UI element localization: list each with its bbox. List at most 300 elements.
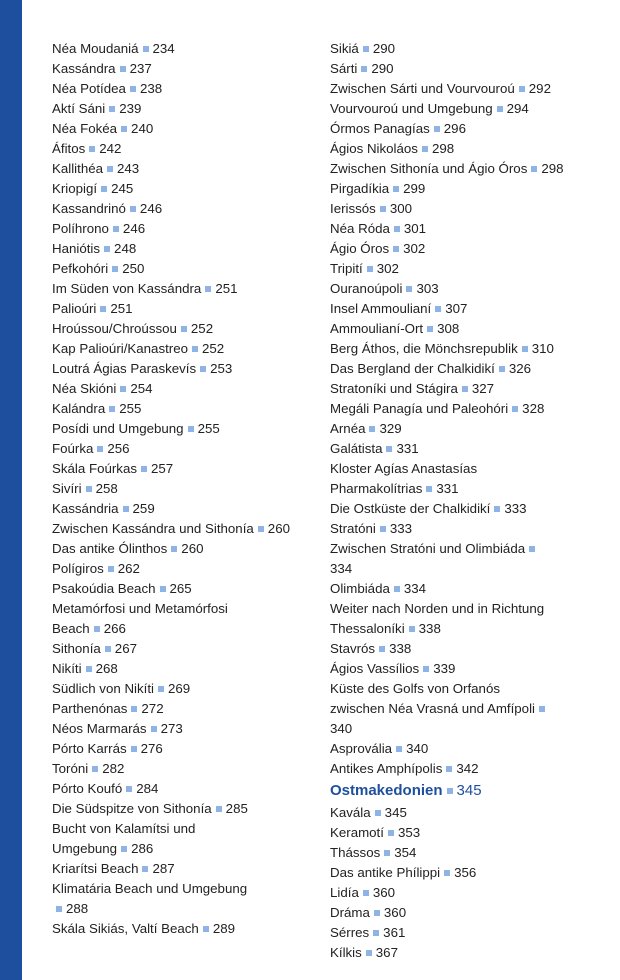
- index-entry: [330, 759, 610, 779]
- page-number: 327: [471, 381, 495, 396]
- index-entry: [52, 459, 322, 479]
- entry-title: Palioúri: [52, 301, 97, 316]
- bullet-square-icon: [101, 186, 107, 192]
- page-number: 302: [376, 261, 399, 276]
- page-number: 282: [102, 761, 125, 776]
- bullet-square-icon: [369, 426, 375, 432]
- bullet-square-icon: [522, 346, 528, 352]
- index-entry: [52, 739, 322, 759]
- entry-title: Aktí Sáni: [52, 101, 106, 116]
- index-entry: [52, 799, 322, 819]
- bullet-square-icon: [499, 366, 505, 372]
- entry-title: Die Südspitze von Sithonía: [52, 801, 212, 816]
- index-entry: [52, 99, 322, 119]
- bullet-square-icon: [386, 446, 392, 452]
- bullet-square-icon: [130, 86, 136, 92]
- page-number: 310: [531, 341, 554, 356]
- entry-title: Kap Palioúri/Kanastreo: [52, 341, 189, 356]
- entry-title: Sithonía: [52, 641, 101, 656]
- index-entry: [52, 579, 322, 599]
- entry-title: Áfitos: [52, 141, 86, 156]
- index-entry: [330, 499, 610, 519]
- bullet-square-icon: [423, 666, 429, 672]
- index-entry: [330, 79, 610, 99]
- entry-title: Bucht von Kalamítsi und Umgebung: [52, 821, 196, 856]
- bullet-square-icon: [160, 586, 166, 592]
- page-number: 296: [443, 121, 466, 136]
- page-number: 298: [431, 141, 455, 156]
- page-number: 333: [389, 521, 413, 536]
- index-entry: [330, 59, 610, 79]
- page-number: 259: [132, 501, 155, 516]
- entry-title: Sivíri: [52, 481, 82, 496]
- section-heading: [330, 780, 610, 802]
- bullet-square-icon: [121, 126, 127, 132]
- bullet-square-icon: [94, 626, 100, 632]
- bullet-square-icon: [143, 46, 149, 52]
- page-number: 333: [504, 501, 527, 516]
- entry-title: Sérres: [330, 925, 370, 940]
- entry-title: Ágio Óros: [330, 241, 390, 256]
- index-entry: [330, 539, 555, 579]
- entry-title: Néos Marmarás: [52, 721, 147, 736]
- entry-title: Ierissós: [330, 201, 376, 216]
- entry-title: Vourvouroú und Umgebung: [330, 101, 493, 116]
- index-entry: [52, 659, 322, 679]
- page-number: 248: [114, 241, 137, 256]
- page-number: 354: [394, 845, 417, 860]
- page-number: 307: [445, 301, 468, 316]
- page-number: 298: [541, 161, 564, 176]
- index-entry: [52, 559, 322, 579]
- bullet-square-icon: [130, 206, 136, 212]
- index-entry: [330, 359, 610, 379]
- entry-title: Psakoúdia Beach: [52, 581, 156, 596]
- index-entry: [330, 823, 610, 843]
- index-entry: [52, 59, 322, 79]
- entry-title: Zwischen Sárti und Vourvouroú: [330, 81, 515, 96]
- bullet-square-icon: [109, 406, 115, 412]
- entry-title: Kassandrinó: [52, 201, 126, 216]
- index-entry: [330, 159, 610, 179]
- index-entry: [52, 879, 252, 919]
- index-entry: [52, 699, 322, 719]
- bullet-square-icon: [112, 266, 118, 272]
- index-entry: [52, 419, 322, 439]
- entry-title: Parthenónas: [52, 701, 128, 716]
- bullet-square-icon: [192, 346, 198, 352]
- entry-title: Arnéa: [330, 421, 366, 436]
- index-entry: [330, 119, 610, 139]
- entry-title: Metamórfosi und Metamórfosi Beach: [52, 601, 228, 636]
- index-entry: [330, 883, 610, 903]
- entry-title: Skála Sikiás, Valtí Beach: [52, 921, 199, 936]
- bullet-square-icon: [107, 166, 113, 172]
- bullet-square-icon: [86, 486, 92, 492]
- entry-title: Im Süden von Kassándra: [52, 281, 202, 296]
- bullet-square-icon: [131, 706, 137, 712]
- index-entry: [52, 639, 322, 659]
- entry-title: Galátista: [330, 441, 383, 456]
- index-column-left: [52, 39, 322, 939]
- bullet-square-icon: [384, 850, 390, 856]
- index-entry: [52, 279, 322, 299]
- page-number: 360: [383, 905, 407, 920]
- page-number: 328: [522, 401, 545, 416]
- index-entry: [330, 259, 610, 279]
- bullet-square-icon: [393, 186, 399, 192]
- page-number: 251: [215, 281, 238, 296]
- index-entry: [330, 599, 555, 639]
- index-entry: [52, 79, 322, 99]
- entry-title: Klimatária Beach und Umgebung: [52, 881, 248, 896]
- index-entry: [52, 239, 322, 259]
- entry-title: Stratoníki und Stágira: [330, 381, 458, 396]
- entry-title: Olimbiáda: [330, 581, 390, 596]
- page-number: 353: [397, 825, 421, 840]
- index-entry: [330, 459, 555, 499]
- bullet-square-icon: [366, 950, 372, 956]
- side-color-band: [0, 0, 22, 980]
- index-entry: [330, 99, 610, 119]
- page-number: 284: [136, 781, 159, 796]
- bullet-square-icon: [396, 746, 402, 752]
- bullet-square-icon: [426, 486, 432, 492]
- page-number: 285: [225, 801, 248, 816]
- page-number: 260: [181, 541, 204, 556]
- entry-title: Asprovália: [330, 741, 393, 756]
- bullet-square-icon: [120, 66, 126, 72]
- index-entry: [330, 679, 555, 739]
- page-number: 252: [202, 341, 225, 356]
- page-number: 300: [389, 201, 412, 216]
- bullet-square-icon: [406, 286, 412, 292]
- bullet-square-icon: [494, 506, 500, 512]
- entry-title: Sikiá: [330, 41, 359, 56]
- index-entry: [330, 943, 610, 963]
- entry-title: Néa Róda: [330, 221, 390, 236]
- entry-title: Ammoulianí-Ort: [330, 321, 424, 336]
- page-number: 340: [330, 721, 353, 736]
- bullet-square-icon: [97, 446, 103, 452]
- bullet-square-icon: [427, 326, 433, 332]
- page-number: 269: [168, 681, 191, 696]
- entry-title: Thássos: [330, 845, 381, 860]
- index-entry: [52, 539, 322, 559]
- entry-title: Pefkohóri: [52, 261, 109, 276]
- bullet-square-icon: [188, 426, 194, 432]
- page-number: 266: [103, 621, 126, 636]
- page-number: 250: [122, 261, 145, 276]
- index-entry: [52, 219, 322, 239]
- index-entry: [330, 903, 610, 923]
- index-entry: [52, 199, 322, 219]
- bullet-square-icon: [126, 786, 132, 792]
- bullet-square-icon: [529, 546, 535, 552]
- index-entry: [52, 339, 322, 359]
- bullet-square-icon: [200, 366, 206, 372]
- entry-title: Foúrka: [52, 441, 94, 456]
- page-number: 256: [107, 441, 130, 456]
- bullet-square-icon: [380, 206, 386, 212]
- page-number: 334: [403, 581, 427, 596]
- page-number: 329: [379, 421, 402, 436]
- page-number: 302: [403, 241, 426, 256]
- entry-title: Kallithéa: [52, 161, 104, 176]
- bullet-square-icon: [141, 466, 147, 472]
- bullet-square-icon: [105, 646, 111, 652]
- bullet-square-icon: [258, 526, 264, 532]
- index-entry: [330, 179, 610, 199]
- entry-title: Südlich von Nikíti: [52, 681, 154, 696]
- bullet-square-icon: [113, 226, 119, 232]
- bullet-square-icon: [171, 546, 177, 552]
- bullet-square-icon: [394, 586, 400, 592]
- entry-title: Posídi und Umgebung: [52, 421, 184, 436]
- entry-title: Hroússou/Chroússou: [52, 321, 177, 336]
- bullet-square-icon: [447, 788, 453, 794]
- index-entry: [52, 679, 322, 699]
- page-number: 252: [190, 321, 214, 336]
- page-number: 290: [371, 61, 394, 76]
- entry-title: Néa Moudaniá: [52, 41, 139, 56]
- bullet-square-icon: [462, 386, 468, 392]
- page-number: 308: [437, 321, 460, 336]
- entry-title: Ostmakedonien: [330, 782, 443, 799]
- index-entry: [52, 599, 252, 639]
- index-entry: [52, 499, 322, 519]
- bullet-square-icon: [380, 526, 386, 532]
- entry-title: Weiter nach Norden und in Richtung Thessaloníki: [330, 601, 545, 636]
- page-number: 265: [169, 581, 192, 596]
- index-entry: [52, 299, 322, 319]
- page-number: 234: [152, 41, 175, 56]
- bullet-square-icon: [363, 46, 369, 52]
- page-number: 326: [508, 361, 532, 376]
- bullet-square-icon: [363, 890, 369, 896]
- index-entry: [330, 579, 610, 599]
- bullet-square-icon: [205, 286, 211, 292]
- entry-title: Skála Foúrkas: [52, 461, 137, 476]
- entry-title: Das Bergland der Chalkidikí: [330, 361, 495, 376]
- page-number: 299: [403, 181, 426, 196]
- entry-title: Lidía: [330, 885, 359, 900]
- page-number: 331: [396, 441, 419, 456]
- bullet-square-icon: [108, 566, 114, 572]
- index-entry: [330, 659, 610, 679]
- entry-title: Pórto Koufó: [52, 781, 123, 796]
- page-number: 237: [129, 61, 152, 76]
- bullet-square-icon: [131, 746, 137, 752]
- entry-title: Órmos Panagías: [330, 121, 430, 136]
- entry-title: Antikes Amphípolis: [330, 761, 443, 776]
- bullet-square-icon: [497, 106, 503, 112]
- page-number: 262: [117, 561, 140, 576]
- bullet-square-icon: [409, 626, 415, 632]
- entry-title: Políhrono: [52, 221, 109, 236]
- entry-title: Kalándra: [52, 401, 106, 416]
- index-entry: [52, 859, 322, 879]
- entry-title: Pirgadíkia: [330, 181, 390, 196]
- entry-title: Kriarítsi Beach: [52, 861, 139, 876]
- index-entry: [52, 819, 252, 859]
- page-number: 255: [197, 421, 220, 436]
- entry-title: Zwischen Sithonía und Ágio Óros: [330, 161, 528, 176]
- bullet-square-icon: [539, 706, 545, 712]
- bullet-square-icon: [109, 106, 115, 112]
- entry-title: Die Ostküste der Chalkidikí: [330, 501, 491, 516]
- index-entry: [52, 379, 322, 399]
- index-entry: [330, 139, 610, 159]
- index-entry: [330, 279, 610, 299]
- bullet-square-icon: [375, 810, 381, 816]
- entry-title: Kavála: [330, 805, 371, 820]
- bullet-square-icon: [216, 806, 222, 812]
- page-number: 303: [416, 281, 439, 296]
- index-entry: [52, 179, 322, 199]
- entry-title: Nikíti: [52, 661, 82, 676]
- bullet-square-icon: [388, 830, 394, 836]
- bullet-square-icon: [446, 766, 452, 772]
- index-entry: [330, 39, 610, 59]
- entry-title: Kloster Agías Anastasías Pharmakolítrias: [330, 461, 478, 496]
- index-entry: [330, 803, 610, 823]
- entry-title: Zwischen Stratóni und Olimbiáda: [330, 541, 526, 556]
- page-number: 255: [119, 401, 142, 416]
- page-number: 294: [506, 101, 529, 116]
- bullet-square-icon: [151, 726, 157, 732]
- bullet-square-icon: [373, 930, 379, 936]
- bullet-square-icon: [121, 846, 127, 852]
- entry-title: Ágios Vassílios: [330, 661, 420, 676]
- bullet-square-icon: [120, 386, 126, 392]
- page-number: 238: [139, 81, 163, 96]
- entry-title: Kriopigí: [52, 181, 98, 196]
- page-number: 267: [114, 641, 137, 656]
- page-number: 246: [122, 221, 146, 236]
- index-entry: [52, 319, 322, 339]
- page-number: 338: [389, 641, 412, 656]
- entry-title: Néa Fokéa: [52, 121, 118, 136]
- entry-title: Das antike Ólinthos: [52, 541, 168, 556]
- page-number: 331: [436, 481, 459, 496]
- bullet-square-icon: [434, 126, 440, 132]
- entry-title: Sárti: [330, 61, 358, 76]
- index-entry: [52, 719, 322, 739]
- index-entry: [330, 219, 610, 239]
- index-entry: [330, 863, 610, 883]
- index-entry: [52, 519, 322, 539]
- bullet-square-icon: [104, 246, 110, 252]
- bullet-square-icon: [519, 86, 525, 92]
- entry-title: Stavrós: [330, 641, 376, 656]
- page-number: 356: [454, 865, 477, 880]
- bullet-square-icon: [100, 306, 106, 312]
- entry-title: Kassándra: [52, 61, 116, 76]
- bullet-square-icon: [531, 166, 537, 172]
- index-entry: [52, 139, 322, 159]
- page-number: 258: [95, 481, 118, 496]
- page-number: 292: [528, 81, 551, 96]
- page-number: 288: [66, 901, 89, 916]
- bullet-square-icon: [393, 246, 399, 252]
- index-entry: [52, 39, 322, 59]
- page-number: 260: [267, 521, 290, 536]
- index-entry: [52, 119, 322, 139]
- bullet-square-icon: [379, 646, 385, 652]
- index-entry: [52, 259, 322, 279]
- page-number: 286: [131, 841, 154, 856]
- index-entry: [52, 779, 322, 799]
- index-entry: [330, 239, 610, 259]
- page-number: 290: [372, 41, 396, 56]
- page-number: 253: [210, 361, 233, 376]
- page-number: 367: [375, 945, 398, 960]
- page-number: 251: [110, 301, 133, 316]
- bullet-square-icon: [394, 226, 400, 232]
- index-column-right: [330, 39, 610, 963]
- page-number: 240: [131, 121, 154, 136]
- entry-title: Insel Ammoulianí: [330, 301, 432, 316]
- index-entry: [52, 439, 322, 459]
- entry-title: Zwischen Kassándra und Sithonía: [52, 521, 254, 536]
- page-number: 254: [130, 381, 153, 396]
- entry-title: Tripití: [330, 261, 363, 276]
- page-number: 338: [418, 621, 441, 636]
- entry-title: Loutrá Ágias Paraskevís: [52, 361, 197, 376]
- entry-title: Néa Skióni: [52, 381, 117, 396]
- bullet-square-icon: [92, 766, 98, 772]
- page-number: 361: [383, 925, 406, 940]
- entry-title: Megáli Panagía und Paleohóri: [330, 401, 509, 416]
- index-entry: [330, 379, 610, 399]
- index-entry: [52, 759, 322, 779]
- index-entry: [330, 843, 610, 863]
- page-number: 345: [384, 805, 407, 820]
- bullet-square-icon: [89, 146, 95, 152]
- index-entry: [52, 399, 322, 419]
- index-entry: [52, 919, 322, 939]
- page-number: 345: [456, 782, 482, 799]
- page-number: 360: [372, 885, 396, 900]
- index-entry: [330, 399, 610, 419]
- index-entry: [330, 419, 610, 439]
- bullet-square-icon: [56, 906, 62, 912]
- index-entry: [330, 923, 610, 943]
- bullet-square-icon: [361, 66, 367, 72]
- bullet-square-icon: [142, 866, 148, 872]
- entry-title: Das antike Phílippi: [330, 865, 441, 880]
- page-number: 301: [403, 221, 427, 236]
- page-number: 246: [139, 201, 163, 216]
- index-entry: [330, 319, 610, 339]
- entry-title: Berg Áthos, die Mönchsrepublik: [330, 341, 518, 356]
- page-number: 272: [141, 701, 164, 716]
- index-entry: [52, 479, 322, 499]
- bullet-square-icon: [435, 306, 441, 312]
- bullet-square-icon: [444, 870, 450, 876]
- page-number: 268: [95, 661, 118, 676]
- index-entry: [52, 359, 322, 379]
- entry-title: Kílkis: [330, 945, 362, 960]
- entry-title: Küste des Golfs von Orfanós zwischen Néa Vrasná und Amfípoli: [330, 681, 535, 716]
- page-number: 289: [212, 921, 236, 936]
- entry-title: Dráma: [330, 905, 370, 920]
- entry-title: Kassándria: [52, 501, 119, 516]
- bullet-square-icon: [422, 146, 428, 152]
- bullet-square-icon: [367, 266, 373, 272]
- page-number: 257: [151, 461, 174, 476]
